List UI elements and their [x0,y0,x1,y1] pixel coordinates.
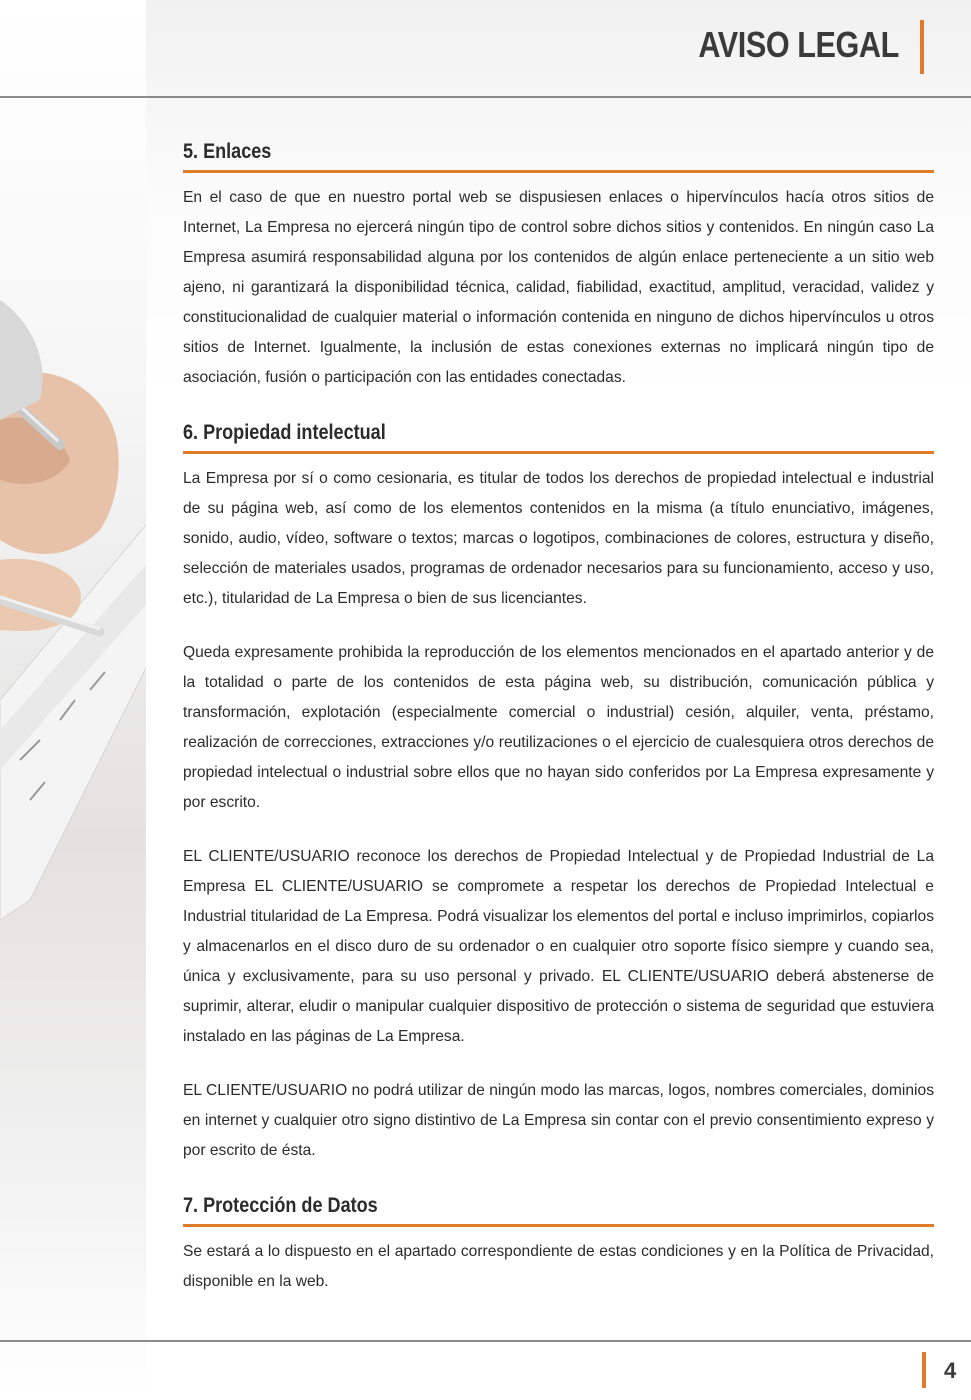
section-heading: 5. Enlaces [183,140,934,173]
header-divider [0,96,971,98]
paragraph: Se estará a lo dispuesto en el apartado correspondiente de estas condiciones y en la Política de Privacidad, disponible en la web. [183,1243,934,1290]
document-body [183,140,934,1325]
paragraph: EL CLIENTE/USUARIO no podrá utilizar de ningún modo las marcas, logos, nombres comerciales, dominios en internet y cualquier otro signo distintivo de La Empresa sin contar con el previo consentimiento expreso y por escrito de ésta. [183,1082,934,1159]
section-heading: 7. Protección de Datos [183,1194,934,1227]
section-enlaces [183,140,934,393]
paragraph: Queda expresamente prohibida la reproducción de los elementos mencionados en el apartado anterior y de la totalidad o parte de los contenidos de esta página web, su distribución, comunicación pública y transformación, explotación (especialmente comercial o industrial) cesión, alquiler, venta, préstamo, realización de correcciones, extracciones y/o reutilizaciones o el ejercicio de cualesquiera otros derechos de propiedad intelectual o industrial sobre ellos que no hayan sido conferidos por La Empresa expresamente y por escrito. [183,644,934,811]
header-accent-bar [920,20,924,74]
footer-accent-bar [922,1352,926,1388]
page-title: AVISO LEGAL [698,24,899,65]
section-proteccion-datos [183,1194,934,1297]
paragraph: EL CLIENTE/USUARIO reconoce los derechos de Propiedad Intelectual y de Propiedad Industrial de La Empresa EL CLIENTE/USUARIO se compromete a respetar los derechos de Propiedad Intelectual e Industrial titularidad de La Empresa. Podrá visualizar los elementos del portal e incluso imprimirlos, copiarlos y almacenarlos en el disco duro de su ordenador o en cualquier otro soporte físico siempre y cuando sea, única y exclusivamente, para su uso personal y privado. EL CLIENTE/USUARIO deberá abstenerse de suprimir, alterar, eludir o manipular cualquier dispositivo de protección o sistema de seguridad que estuviera instalado en las páginas de La Empresa. [183,848,934,1045]
section-propiedad-intelectual [183,421,934,1166]
page-number: 4 [944,1358,957,1383]
section-heading: 6. Propiedad intelectual [183,421,934,454]
footer-divider [0,1340,971,1342]
paragraph: La Empresa por sí o como cesionaria, es titular de todos los derechos de propiedad intelectual e industrial de su página web, así como de los elementos contenidos en la misma (a título enunciativo, imágenes, sonido, audio, vídeo, software o textos; marcas o logotipos, combinaciones de colores, estructura y diseño, selección de materiales usados, programas de ordenador necesarios para su funcionamiento, acceso y uso, etc.), titularidad de La Empresa o bien de sus licenciantes. [183,470,934,607]
side-photo-hands-writing [0,0,150,1400]
paragraph: En el caso de que en nuestro portal web se dispusiesen enlaces o hipervínculos hacía otros sitios de Internet, La Empresa no ejercerá ningún tipo de control sobre dichos sitios y contenidos. En ningún caso La Empresa asumirá responsabilidad alguna por los contenidos de algún enlace perteneciente a un sitio web ajeno, ni garantizará la disponibilidad técnica, calidad, fiabilidad, exactitud, amplitud, veracidad, validez y constitucionalidad de cualquier material o información contenida en ninguno de dichos hipervínculos u otros sitios de Internet. Igualmente, la inclusión de estas conexiones externas no implicará ningún tipo de asociación, fusión o participación con las entidades conectadas. [183,189,934,386]
